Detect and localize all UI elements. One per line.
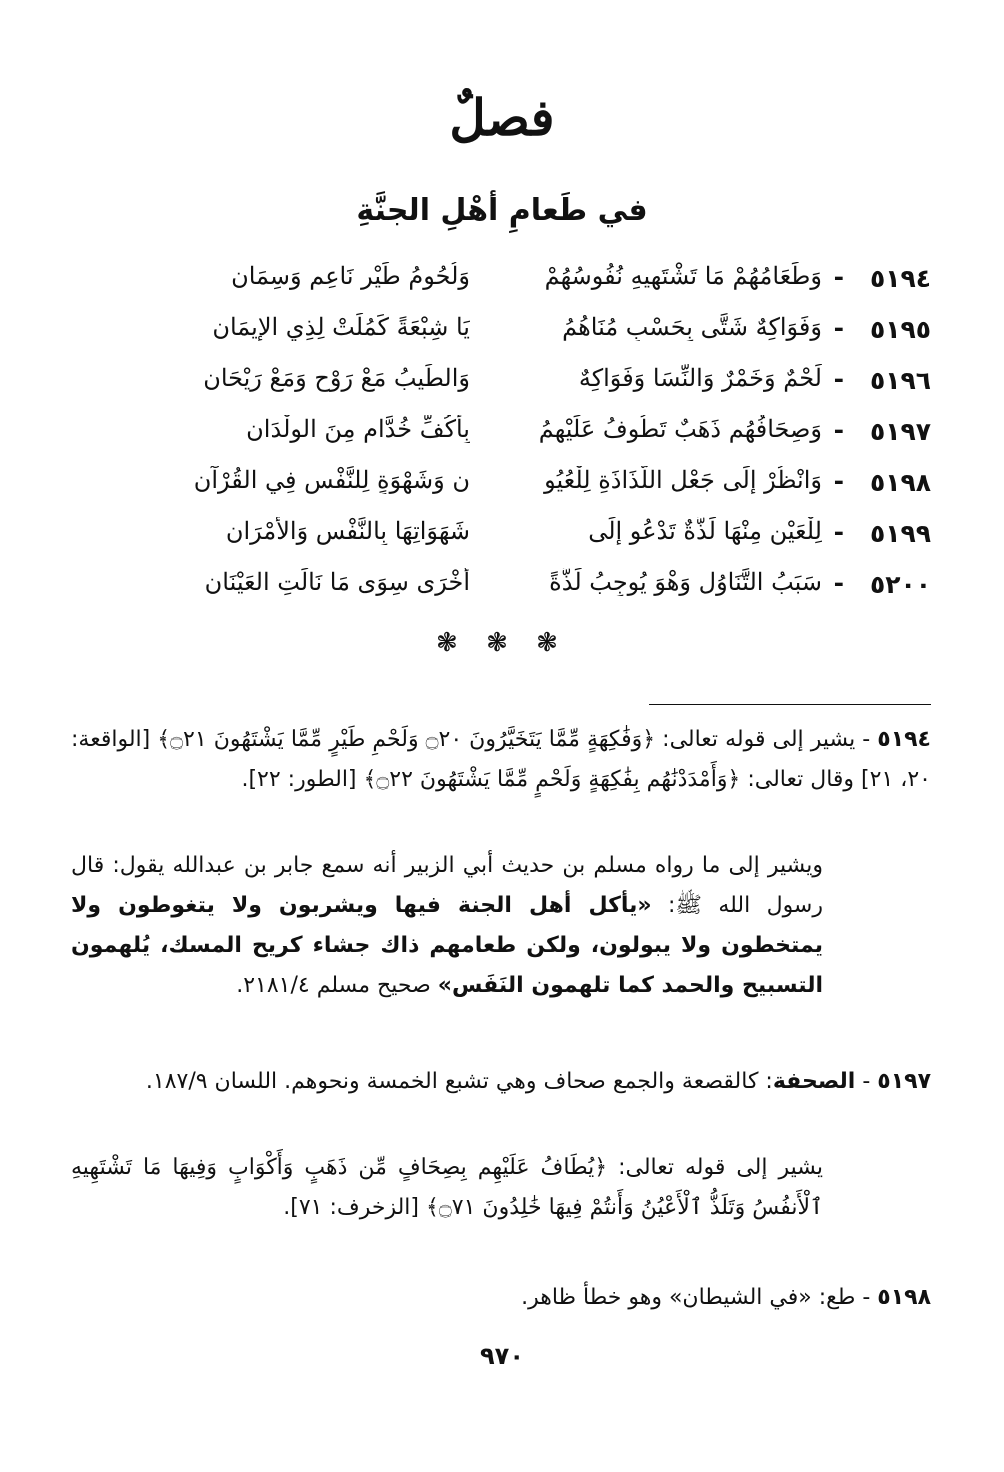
footnote-number: ٥١٩٨ xyxy=(877,1285,931,1310)
poem-verses xyxy=(0,258,1004,615)
verse-row xyxy=(0,360,1004,411)
quran-quote: ﴿يُطَافُ عَلَيْهِم بِصِحَافٍ مِّن ذَهَبٍ وَأَكْوَابٍ وَفِيهَا مَا تَشْتَهِيهِ ٱلْأَنفُسُ وَتَلَذُّ ٱلْأَعْيُنُ وَأَنتُمْ فِيهَا خَٰلِدُونَ ۝٧١﴾ xyxy=(71,1155,823,1220)
quran-reference: [الزخرف: ٧١]. xyxy=(283,1195,419,1220)
verse-number: ٥٢٠٠ xyxy=(869,570,931,599)
verse-second-hemistich: بِأَكُفِّ خُدَّامٍ مِنَ الوِلْدَانِ xyxy=(246,415,470,443)
quran-quote: ﴿وَفَٰكِهَةٍ مِّمَّا يَتَخَيَّرُونَ ۝٢٠ وَلَحْمِ طَيْرٍ مِّمَّا يَشْتَهُونَ ۝٢١﴾ xyxy=(157,727,656,752)
verse-number: ٥١٩٩ xyxy=(869,519,931,548)
section-heading: فصلٌ xyxy=(449,88,555,147)
verse-second-hemistich: نِ وَشَهْوَةٍ لِلنَّفْسِ فِي القُرْآنِ xyxy=(193,466,470,494)
footnote-divider xyxy=(649,704,931,705)
verse-second-hemistich: وَلُحُومُ طَيْرٍ نَاعِمٍ وَسِمَانِ xyxy=(231,262,470,290)
verse-row xyxy=(0,258,1004,309)
verse-row xyxy=(0,564,1004,615)
footnote-5194 xyxy=(71,720,931,800)
verse-row xyxy=(0,462,1004,513)
footnote-number: ٥١٩٤ xyxy=(877,727,931,752)
page-number: ٩٧٠ xyxy=(480,1342,524,1370)
verse-second-hemistich: وَالطِّيبُ مَعْ رَوْحٍ وَمَعْ رَيْحَانِ xyxy=(203,364,470,392)
footnote-paragraph xyxy=(71,1148,823,1228)
quran-quote: ﴿وَأَمْدَدْنَٰهُم بِفَٰكِهَةٍ وَلَحْمٍ مِّمَّا يَشْتَهُونَ ۝٢٢﴾ xyxy=(363,767,741,792)
section-separator: ❃ ❃ ❃ xyxy=(436,628,568,658)
verse-number: ٥١٩٤ xyxy=(869,264,931,293)
verse-dash: - xyxy=(833,364,844,393)
footnote-dash: - xyxy=(855,727,871,752)
footnote-5197 xyxy=(71,1062,931,1102)
verse-first-hemistich: وَصِحَافُهُم ذَهَبٌ تَطُوفُ عَلَيْهِمُ xyxy=(538,415,822,443)
footnote-intro: يشير إلى قوله تعالى: xyxy=(662,727,856,752)
verse-dash: - xyxy=(833,517,844,546)
verse-first-hemistich: لَحْمٌ وَخَمْرٌ وَالنِّسَا وَفَوَاكِهٌ xyxy=(578,364,822,392)
hadith-source: صحيح مسلم ٢١٨١/٤. xyxy=(236,973,431,998)
verse-number: ٥١٩٦ xyxy=(869,366,931,395)
verse-second-hemistich: أُخْرَى سِوَى مَا نَالَتِ العَيْنَانِ xyxy=(204,568,470,596)
verse-second-hemistich: يَا شِبْعَةً كَمُلَتْ لِذِي الإِيمَانِ xyxy=(212,313,470,341)
footnote-intro: يشير إلى قوله تعالى: xyxy=(618,1155,823,1180)
quran-reference: [الواقعة: ٢٠، ٢١] وقال تعالى: xyxy=(71,727,931,792)
verse-first-hemistich: وَطَعَامُهُمْ مَا تَشْتَهِيهِ نُفُوسُهُمْ xyxy=(544,262,822,290)
hadith-text: «يأكل أهل الجنة فيها ويشربون ولا يتغوطون ولا يمتخطون ولا يبولون، ولكن طعامهم ذاك جشاء كريح المسك، يُلهمون التسبيح والحمد كما تلهمون النَفَس» xyxy=(71,893,823,998)
verse-dash: - xyxy=(833,415,844,444)
hadith-intro: ويشير إلى ما رواه مسلم بن حديث أبي الزبير أنه سمع جابر بن عبدالله يقول: قال رسول الله ﷺ: xyxy=(71,853,823,918)
footnote-term: الصحفة xyxy=(772,1069,856,1094)
verse-number: ٥١٩٨ xyxy=(869,468,931,497)
footnote-5194-paragraph xyxy=(71,846,931,1006)
footnote-5197-paragraph xyxy=(71,1148,931,1228)
footnote-number: ٥١٩٧ xyxy=(877,1069,931,1094)
verse-number: ٥١٩٥ xyxy=(869,315,931,344)
verse-number: ٥١٩٧ xyxy=(869,417,931,446)
verse-first-hemistich: سَبَبُ التَّنَاوُلِ وَهْوَ يُوجِبُ لَذَّةً xyxy=(549,568,822,596)
verse-row xyxy=(0,309,1004,360)
verse-row xyxy=(0,411,1004,462)
verse-row xyxy=(0,513,1004,564)
footnote-definition: : كالقصعة والجمع صحاف وهي تشبع الخمسة ونحوهم. اللسان ١٨٧/٩. xyxy=(145,1069,773,1094)
footnote-text: طع: «في الشيطان» وهو خطأ ظاهر. xyxy=(521,1285,856,1310)
footnote-dash: - xyxy=(855,1285,871,1310)
verse-first-hemistich: وَفَوَاكِهٌ شَتَّى بِحَسْبِ مُنَاهُمُ xyxy=(562,313,822,341)
verse-dash: - xyxy=(833,568,844,597)
quran-reference: [الطور: ٢٢]. xyxy=(241,767,357,792)
section-subtitle: في طَعامِ أهْلِ الجنَّةِ xyxy=(356,193,648,228)
verse-dash: - xyxy=(833,262,844,291)
verse-first-hemistich: لِلْعَيْنِ مِنْهَا لَذَّةٌ تَدْعُو إِلَى xyxy=(588,517,822,545)
verse-dash: - xyxy=(833,466,844,495)
verse-second-hemistich: شَهَوَاتِهَا بِالنَّفْسِ وَالأَمْرَانِ xyxy=(225,517,470,545)
footnote-paragraph xyxy=(71,846,823,1006)
footnote-dash: - xyxy=(855,1069,871,1094)
verse-first-hemistich: وَانْظُرْ إِلَى جَعْلِ اللَّذَاذَةِ لِلْعُيُو xyxy=(544,466,822,494)
verse-dash: - xyxy=(833,313,844,342)
footnote-5198 xyxy=(71,1278,931,1318)
